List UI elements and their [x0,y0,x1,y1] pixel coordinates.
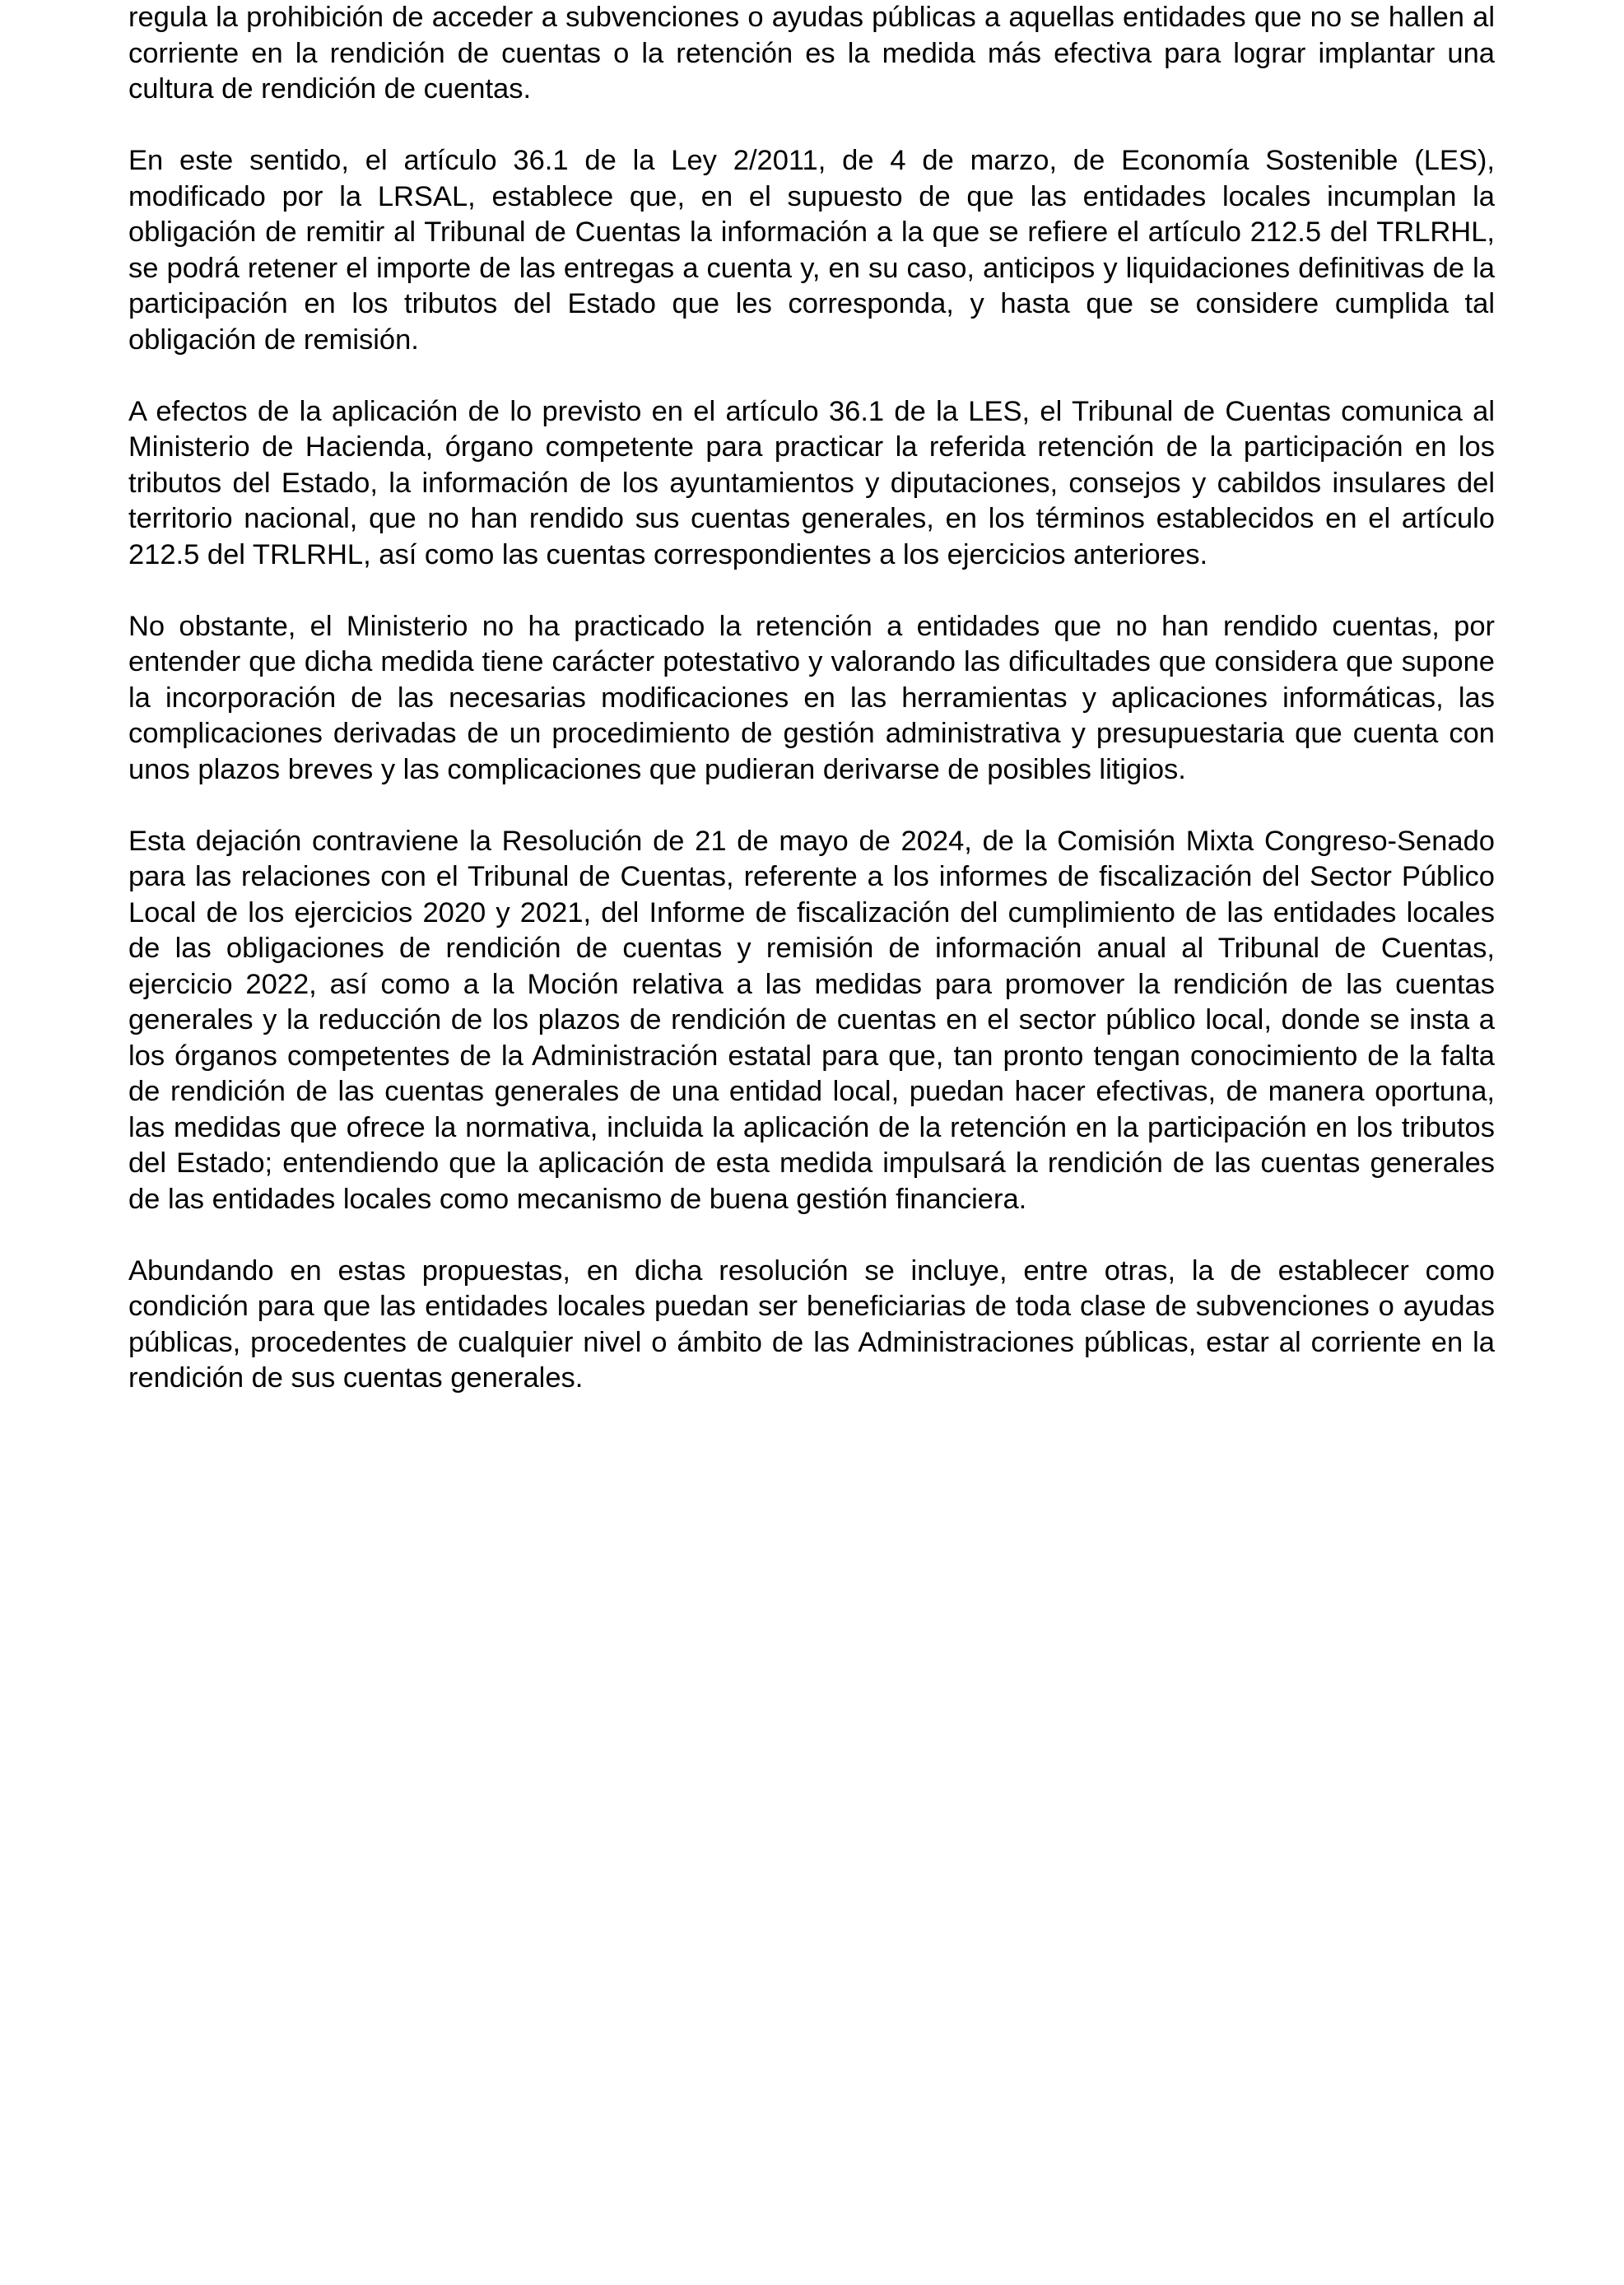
paragraph-1: regula la prohibición de acceder a subvenciones o ayudas públicas a aquellas entidades que no se hallen al corriente en la rendición de cuentas o la retención es la medida más efectiva para lograr implantar una cultura de rendición de cuentas. [128,2,1495,105]
document-body [128,0,1495,1432]
paragraph-2: En este sentido, el artículo 36.1 de la Ley 2/2011, de 4 de marzo, de Economía Sostenible (LES), modificado por la LRSAL, establece que, en el supuesto de que las entidades locales incumplan la obligación de remitir al Tribunal de Cuentas la información a la que se refiere el artículo 212.5 del TRLRHL, se podrá retener el importe de las entregas a cuenta y, en su caso, anticipos y liquidaciones definitivas de la participación en los tributos del Estado que les corresponda, y hasta que se considere cumplida tal obligación de remisión. [128,145,1495,356]
paragraph-3: A efectos de la aplicación de lo previsto en el artículo 36.1 de la LES, el Tribunal de Cuentas comunica al Ministerio de Hacienda, órgano competente para practicar la referida retención de la participación en los tributos del Estado, la información de los ayuntamientos y diputaciones, consejos y cabildos insulares del territorio nacional, que no han rendido sus cuentas generales, en los términos establecidos en el artículo 212.5 del TRLRHL, así como las cuentas correspondientes a los ejercicios anteriores. [128,395,1495,570]
paragraph-6: Abundando en estas propuestas, en dicha resolución se incluye, entre otras, la de establecer como condición para que las entidades locales puedan ser beneficiarias de toda clase de subvenciones o ayudas públicas, procedentes de cualquier nivel o ámbito de las Administraciones públicas, estar al corriente en la rendición de sus cuentas generales. [128,1254,1495,1394]
paragraph-5: Esta dejación contraviene la Resolución de 21 de mayo de 2024, de la Comisión Mixta Congreso-Senado para las relaciones con el Tribunal de Cuentas, referente a los informes de fiscalización del Sector Público Local de los ejercicios 2020 y 2021, del Informe de fiscalización del cumplimiento de las entidades locales de las obligaciones de rendición de cuentas y remisión de información anual al Tribunal de Cuentas, ejercicio 2022, así como a la Moción relativa a las medidas para promover la rendición de las cuentas generales y la reducción de los plazos de rendición de cuentas en el sector público local, donde se insta a los órganos competentes de la Administración estatal para que, tan pronto tengan conocimiento de la falta de rendición de las cuentas generales de una entidad local, puedan hacer efectivas, de manera oportuna, las medidas que ofrece la normativa, incluida la aplicación de la retención en la participación en los tributos del Estado; entendiendo que la aplicación de esta medida impulsará la rendición de las cuentas generales de las entidades locales como mecanismo de buena gestión financiera. [128,825,1495,1215]
paragraph-4: No obstante, el Ministerio no ha practicado la retención a entidades que no han rendido cuentas, por entender que dicha medida tiene carácter potestativo y valorando las dificultades que considera que supone la incorporación de las necesarias modificaciones en las herramientas y aplicaciones informáticas, las complicaciones derivadas de un procedimiento de gestión administrativa y presupuestaria que cuenta con unos plazos breves y las complicaciones que pudieran derivarse de posibles litigios. [128,610,1495,785]
